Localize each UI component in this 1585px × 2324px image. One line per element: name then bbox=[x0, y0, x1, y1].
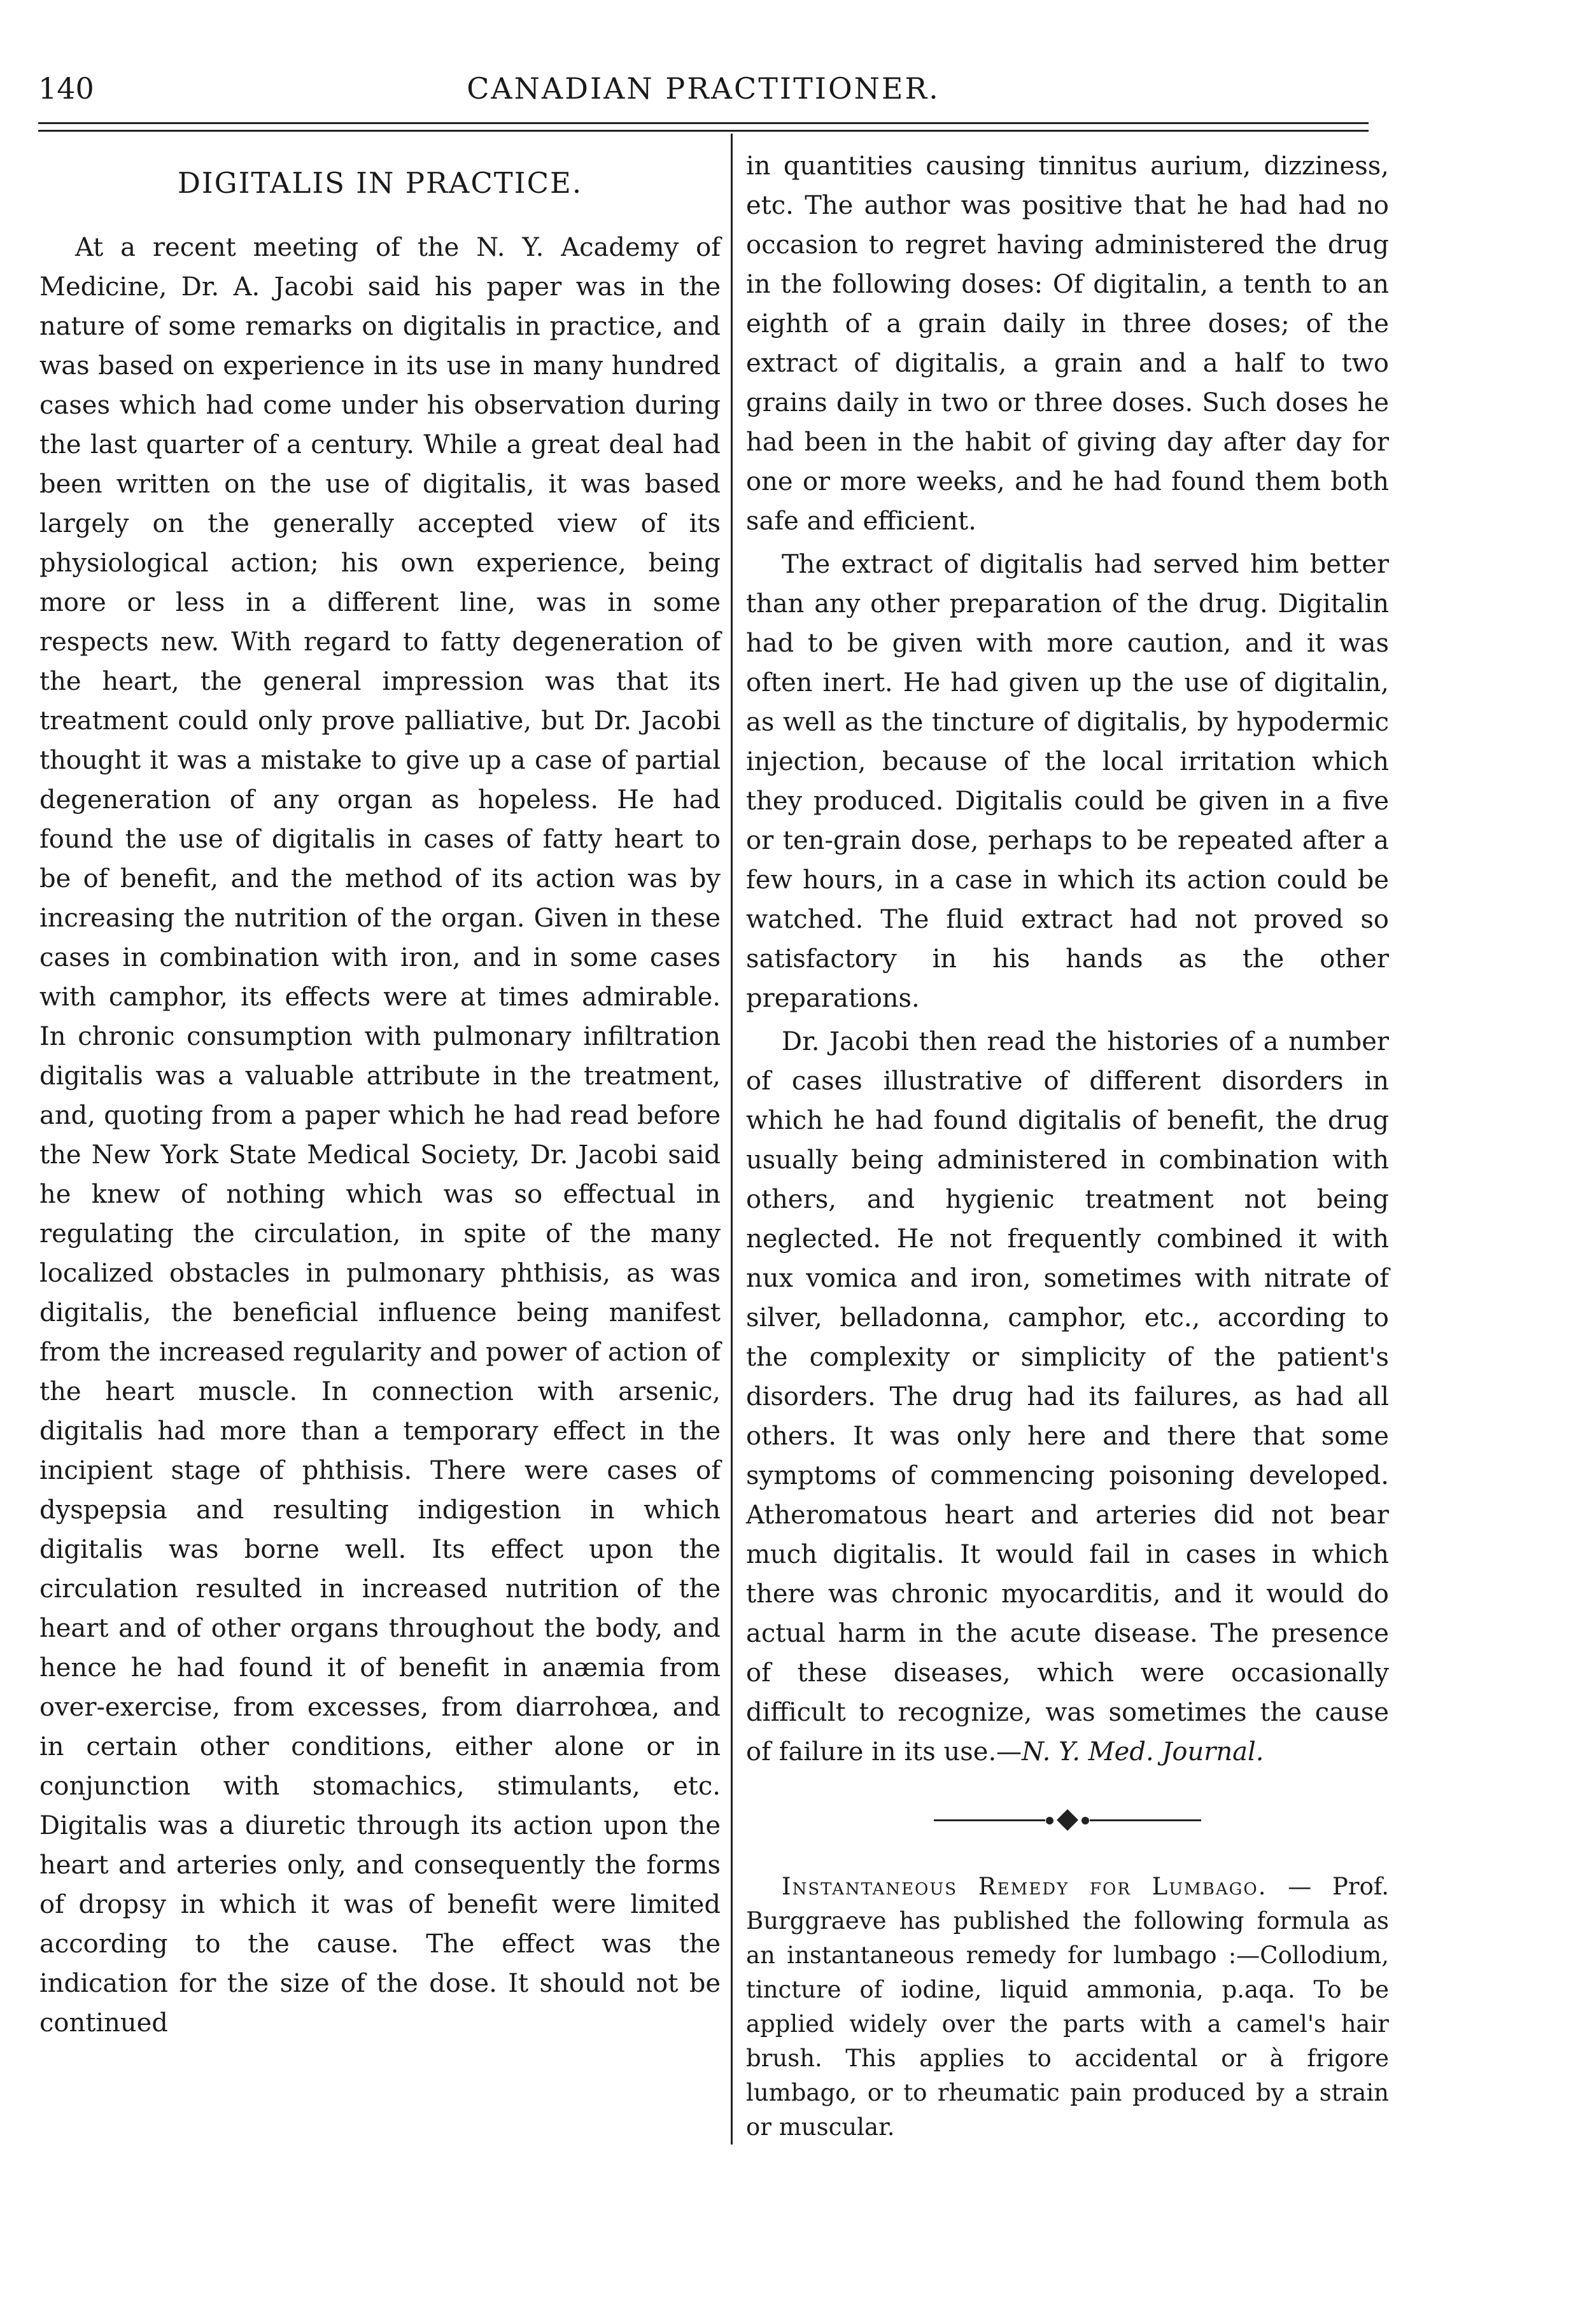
page-number: 140 bbox=[38, 71, 94, 106]
ornament-line-right bbox=[1090, 1819, 1201, 1821]
running-head: CANADIAN PRACTITIONER. bbox=[467, 71, 940, 106]
header-rule-double bbox=[38, 130, 1369, 132]
article-title: DIGITALIS IN PRACTICE. bbox=[177, 166, 583, 200]
article-paragraph-continued: in quantities causing tinnitus aurium, dizziness, etc. The author was positive that he had had no occasion to regret having administered the drug in the following doses: Of digitalin, a tenth to an eighth of a grain daily in three doses; of the extract of digitalis, a grain and a half to two grains daily in two or three doses. Such doses he had been in the habit of giving day after day for one or more weeks, and he had found them both safe and efficient. bbox=[746, 151, 1389, 536]
notice-body: Prof. Burggraeve has published the following formula as an instantaneous remedy for lumbago :—Collodium, tincture of iodine, liquid ammonia, p.aqa. To be applied widely over the parts with a camel's hair brush. This applies to accidental or à frigore lumbago, or to rheumatic pain produced by a strain or muscular. bbox=[746, 1873, 1389, 2141]
section-ornament bbox=[934, 1807, 1201, 1833]
column-divider bbox=[731, 134, 733, 2145]
header-rule bbox=[38, 122, 1369, 124]
notice-heading: Instantaneous Remedy for Lumbago. — bbox=[782, 1873, 1313, 1900]
notice-paragraph bbox=[746, 1870, 1389, 2145]
ornament-dot bbox=[1046, 1817, 1053, 1824]
article-source: N. Y. Med. Journal. bbox=[1022, 1737, 1264, 1767]
ornament-diamond bbox=[1057, 1809, 1078, 1831]
ornament-line-left bbox=[934, 1819, 1045, 1821]
article-paragraph-text: Dr. Jacobi then read the histories of a number of cases illustrative of different disorders in which he had found digitalis of benefit, the drug usually being administered in combination with others, and hygienic treatment not being neglected. He not frequently combined it with nux vomica and iron, sometimes with nitrate of silver, belladonna, camphor, etc., according to the complexity or simplicity of the patient's disorders. The drug had its failures, as had all others. It was only here and there that some symptoms of commencing poisoning developed. Atheromatous heart and arteries did not bear much digitalis. It would fail in cases in which there was chronic myocarditis, and it would do actual harm in the acute disease. The presence of these diseases, which were occasionally difficult to recognize, was sometimes the cause of failure in its use.— bbox=[746, 1027, 1389, 1767]
article-paragraph: At a recent meeting of the N. Y. Academy of Medicine, Dr. A. Jacobi said his paper was in the nature of some remarks on digitalis in practice, and was based on experience in its use in many hundred cases which had come under his observation during the last quarter of a century. While a great deal had been written on the use of digitalis, it was based largely on the generally accepted view of its physiological action; his own experience, being more or less in a different line, was in some respects new. With regard to fatty degeneration of the heart, the general impression was that its treatment could only prove palliative, but Dr. Jacobi thought it was a mistake to give up a case of partial degeneration of any organ as hopeless. He had found the use of digitalis in cases of fatty heart to be of benefit, and the method of its action was by increasing the nutrition of the organ. Given in these cases in combination with iron, and in some cases with camphor, its effects were at times admirable. In chronic consumption with pulmonary infiltration digitalis was a valuable attribute in the treatment, and, quoting from a paper which he had read before the New York State Medical Society, Dr. Jacobi said he knew of nothing which was so effectual in regulating the circulation, in spite of the many localized obstacles in pulmonary phthisis, as was digitalis, the beneficial influence being manifest from the increased regularity and power of action of the heart muscle. In connection with arsenic, digitalis had more than a temporary effect in the incipient stage of phthisis. There were cases of dyspepsia and resulting indigestion in which digitalis was borne well. Its effect upon the circulation resulted in increased nutrition of the heart and of other organs throughout the body, and hence he had found it of benefit in anæmia from over-exercise, from excesses, from diarrohœa, and in certain other conditions, either alone or in conjunction with stomachics, stimulants, etc. Digitalis was a diuretic through its action upon the heart and arteries only, and consequently the forms of dropsy in which it was of benefit were limited according to the cause. The effect was the indication for the size of the dose. It should not be continued bbox=[39, 233, 721, 2038]
article-paragraph bbox=[746, 1022, 1389, 1772]
ornament-dot bbox=[1081, 1817, 1089, 1824]
right-column bbox=[746, 146, 1389, 2145]
left-column bbox=[39, 146, 721, 2043]
page-header bbox=[38, 64, 1369, 113]
article-paragraph: The extract of digitalis had served him better than any other preparation of the drug. Digitalin had to be given with more caution, and it was often inert. He had given up the use of digitalin, as well as the tincture of digitalis, by hypodermic injection, because of the local irritation which they produced. Digitalis could be given in a five or ten-grain dose, perhaps to be repeated after a few hours, in a case in which its action could be watched. The fluid extract had not proved so satisfactory in his hands as the other preparations. bbox=[746, 550, 1389, 1013]
